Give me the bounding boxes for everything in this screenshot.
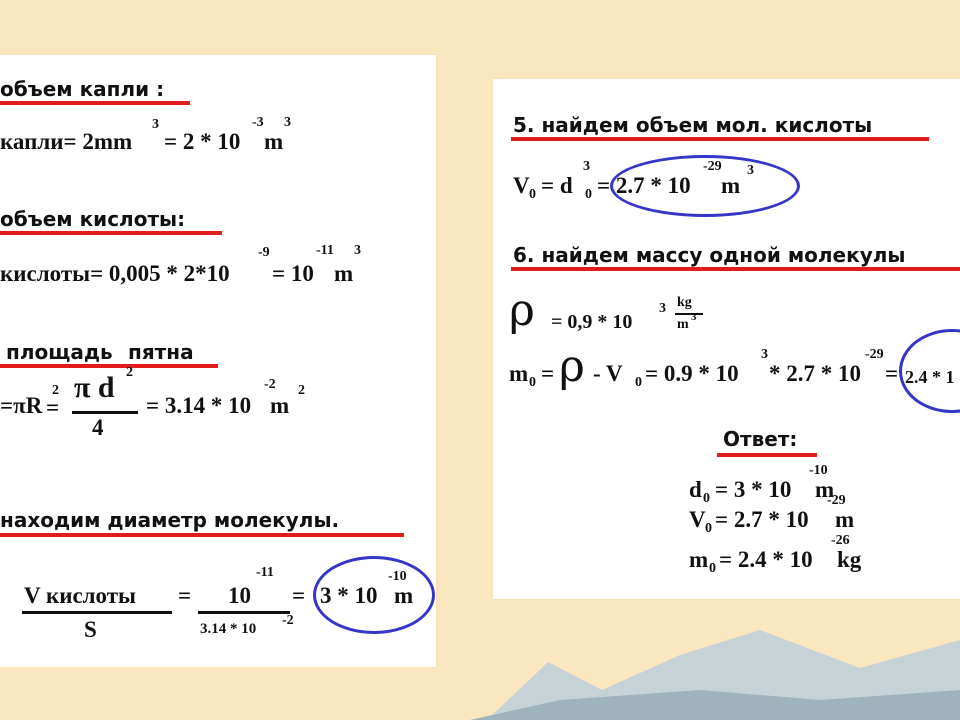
symbol: m <box>509 361 529 386</box>
sup: -26 <box>831 533 850 548</box>
formula-acid-volume-a: кислоты= 0,005 * 2*10 <box>0 261 230 286</box>
unit: m <box>394 583 414 608</box>
heading-underline <box>0 364 218 368</box>
answer-circle <box>610 155 800 217</box>
sub: 0 <box>703 491 710 506</box>
sup: -2 <box>282 613 294 628</box>
answer-1: = 3 * 10 <box>715 477 792 502</box>
answer-heading: Ответ: <box>723 427 798 451</box>
formula-drop-volume-a: капли= 2mm <box>0 129 133 154</box>
heading-molecule-diameter: находим диаметр молекулы. <box>0 508 340 532</box>
symbol: V <box>689 507 706 532</box>
equals: = <box>541 361 555 386</box>
sup: -10 <box>388 569 407 584</box>
formula: = d <box>541 173 573 198</box>
sub: 0 <box>709 561 716 576</box>
fraction-denominator: S <box>84 617 97 642</box>
sup: 3 <box>354 243 361 258</box>
unit: kg <box>837 547 862 572</box>
sup: 2 <box>52 383 59 398</box>
heading-spot-area-a: площадь <box>6 340 113 364</box>
sup: -3 <box>252 115 264 130</box>
unit: m <box>721 173 741 198</box>
sup: 3 <box>152 117 159 132</box>
sub: 0 <box>529 187 536 202</box>
answer-diameter: 3 * 10 <box>320 583 378 608</box>
heading-step-5: 5. найдем объем мол. кислоты <box>513 113 873 137</box>
rho-symbol: ρ <box>509 285 535 336</box>
sub: 0 <box>529 375 536 390</box>
sup: -9 <box>258 245 270 260</box>
formula: - V <box>593 361 623 386</box>
symbol: m <box>689 547 709 572</box>
unit: m <box>835 507 855 532</box>
unit-denominator: m <box>677 317 689 332</box>
formula: = 0.9 * 10 <box>645 361 739 386</box>
formula-acid-volume-b: = 10 <box>272 261 314 286</box>
left-solution-card <box>0 55 436 667</box>
heading-underline <box>717 453 817 457</box>
symbol: V <box>513 173 530 198</box>
unit: m <box>334 261 354 286</box>
symbol: d <box>689 477 702 502</box>
heading-spot-area-b: пятна <box>128 340 194 364</box>
sup: 2 <box>126 365 133 380</box>
heading-step-6: 6. найдем массу одной молекулы <box>513 243 906 267</box>
fraction-numerator: V кислоты <box>24 583 137 608</box>
equals: = <box>885 361 899 386</box>
heading-underline <box>0 101 190 105</box>
sup: 3 <box>691 311 697 323</box>
formula: = 0,9 * 10 <box>551 311 633 333</box>
sup: 3 <box>761 347 768 362</box>
equals: = <box>292 583 306 608</box>
fraction-bar <box>72 411 138 414</box>
sup: 3 <box>659 301 666 316</box>
fraction-numerator: π d <box>74 371 115 404</box>
heading-acid-volume: объем кислоты: <box>0 207 186 231</box>
answer-circle <box>899 329 960 413</box>
answer-2: = 2.7 * 10 <box>715 507 809 532</box>
formula-area-c: = 3.14 * 10 <box>146 393 252 418</box>
sup: -11 <box>256 565 274 580</box>
heading-underline <box>0 231 222 235</box>
sup: -10 <box>809 463 828 478</box>
equals: = <box>178 583 192 608</box>
fraction-bar <box>198 611 290 614</box>
right-solution-card <box>493 79 960 599</box>
sub: 0 <box>705 521 712 536</box>
unit: m <box>264 129 284 154</box>
sub: 0 <box>635 375 642 390</box>
heading-underline <box>511 137 929 141</box>
sup: -29 <box>827 493 846 508</box>
answer-circle <box>313 556 435 634</box>
sup: -29 <box>865 347 884 362</box>
unit: m <box>270 393 290 418</box>
formula-area-a: =πR <box>0 393 43 418</box>
sup: 3 <box>284 115 291 130</box>
unit-numerator: kg <box>677 295 692 310</box>
sup: -2 <box>264 377 276 392</box>
fraction-denominator: 3.14 * 10 <box>200 621 257 637</box>
rho-symbol: ρ <box>559 341 585 392</box>
fraction-bar <box>22 611 172 614</box>
sup: -11 <box>316 243 334 258</box>
fraction-bar <box>675 313 703 315</box>
equals: = <box>46 395 60 420</box>
sup: -29 <box>703 159 722 174</box>
formula-drop-volume-b: = 2 * 10 <box>164 129 241 154</box>
answer-mass: 2.4 * 1 <box>905 367 955 387</box>
sup: 2 <box>298 383 305 398</box>
sup: 3 <box>583 159 590 174</box>
formula: = 2.7 * 10 <box>597 173 691 198</box>
answer-3: = 2.4 * 10 <box>719 547 813 572</box>
fraction-denominator: 4 <box>92 415 104 440</box>
heading-underline <box>0 533 404 537</box>
unit: m <box>815 477 835 502</box>
sub: 0 <box>585 187 592 202</box>
heading-underline <box>511 267 960 271</box>
fraction-numerator: 10 <box>228 583 251 608</box>
heading-drop-volume: объем капли : <box>0 77 165 101</box>
sup: 3 <box>747 163 754 178</box>
formula: * 2.7 * 10 <box>769 361 861 386</box>
